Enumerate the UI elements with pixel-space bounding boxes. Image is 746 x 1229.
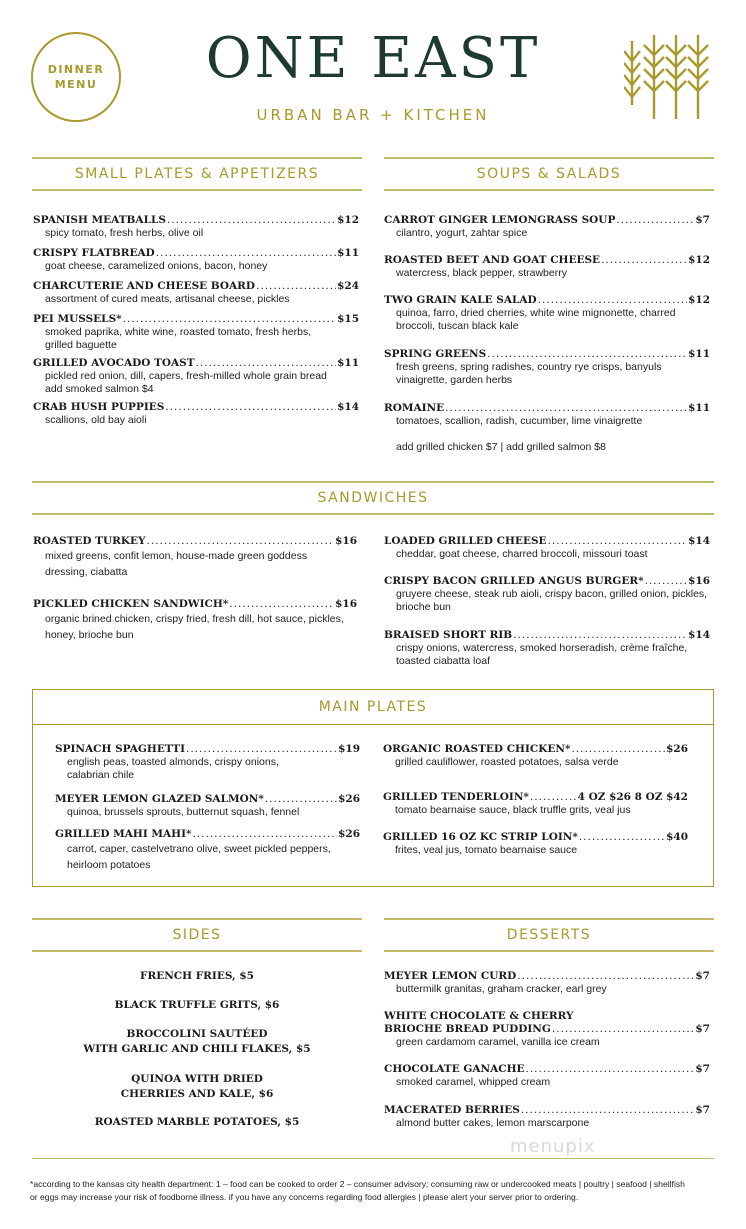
item-description: heirloom potatoes — [67, 859, 151, 871]
item-name: SPINACH SPAGHETTI — [55, 743, 185, 755]
menu-item — [55, 828, 360, 873]
side-item-line: QUINOA WITH DRIED — [131, 1073, 263, 1085]
section-main-plates: MAIN PLATES — [33, 690, 713, 725]
disclaimer-line-1: *according to the kansas city health department: 1 – food can be cooked to order 2 – consumer advisory: consuming raw or undercooked meats | poultry | seafood | shellfish — [30, 1179, 685, 1189]
item-description: pickled red onion, dill, capers, fresh-milled whole grain bread — [45, 370, 327, 382]
menu-item — [384, 970, 710, 996]
menu-item — [383, 743, 688, 769]
menu-item — [33, 598, 357, 643]
item-description: quinoa, farro, dried cherries, white wine mignonette, charred — [396, 307, 676, 319]
item-description: cheddar, goat cheese, charred broccoli, missouri toast — [396, 548, 648, 560]
item-description: calabrian chile — [67, 769, 135, 781]
item-price: $16 — [335, 598, 357, 610]
item-price: $11 — [688, 348, 710, 360]
menu-item — [384, 254, 710, 280]
side-item-line: BROCCOLINI SAUTÉED — [126, 1028, 268, 1040]
badge-line-1: DINNER — [47, 63, 105, 76]
item-description: grilled baguette — [45, 339, 117, 351]
item-price: $11 — [688, 402, 710, 414]
side-item: FRENCH FRIES, $5 — [140, 970, 254, 982]
item-description: buttermilk granitas, graham cracker, earl grey — [396, 983, 607, 995]
item-price: $12 — [337, 214, 359, 226]
salad-addon-note: add grilled chicken $7 | add grilled salmon $8 — [396, 441, 606, 453]
menu-item — [384, 294, 710, 333]
item-description: gruyere cheese, steak rub aioli, crispy bacon, grilled onion, pickles, — [396, 588, 708, 600]
item-price: $14 — [688, 535, 710, 547]
section-desserts: DESSERTS — [384, 918, 714, 952]
item-description: smoked caramel, whipped cream — [396, 1076, 551, 1088]
menu-item — [33, 313, 359, 352]
menu-item — [384, 214, 710, 240]
menu-item — [55, 743, 360, 782]
item-description: watercress, black pepper, strawberry — [396, 267, 567, 279]
item-name: GRILLED AVOCADO TOAST — [33, 357, 195, 369]
side-item-line: WITH GARLIC AND CHILI FLAKES, $5 — [83, 1043, 311, 1055]
item-price: $26 — [338, 793, 360, 805]
item-description: spicy tomato, fresh herbs, olive oil — [45, 227, 204, 239]
item-description: add smoked salmon $4 — [45, 383, 154, 395]
item-name: CRISPY BACON GRILLED ANGUS BURGER* — [384, 575, 644, 587]
item-description: honey, brioche bun — [45, 629, 134, 641]
item-name: CRAB HUSH PUPPIES — [33, 401, 165, 413]
item-name: ORGANIC ROASTED CHICKEN* — [383, 743, 571, 755]
menu-item — [55, 793, 360, 819]
item-name: BRIOCHE BREAD PUDDING — [384, 1023, 551, 1035]
health-disclaimer — [30, 1178, 720, 1204]
menu-item — [384, 629, 710, 668]
item-price: $24 — [337, 280, 359, 292]
item-price: $16 — [688, 575, 710, 587]
item-price: $7 — [695, 970, 710, 982]
side-item: ROASTED MARBLE POTATOES, $5 — [94, 1116, 300, 1128]
item-price: 4 OZ $26 8 OZ $42 — [577, 791, 688, 803]
item-price: $14 — [688, 629, 710, 641]
menu-item — [384, 1104, 710, 1130]
footer-divider — [32, 1158, 714, 1159]
item-description: mixed greens, confit lemon, house-made green goddess — [45, 550, 308, 562]
item-name: GRILLED MAHI MAHI* — [55, 828, 192, 840]
item-name: GRILLED 16 OZ KC STRIP LOIN* — [383, 831, 578, 843]
item-description: dressing, ciabatta — [45, 566, 128, 578]
menu-item — [384, 402, 710, 428]
item-description: broccoli, tuscan black kale — [396, 320, 519, 332]
badge-line-2: MENU — [54, 78, 98, 91]
item-name: GRILLED TENDERLOIN* — [383, 791, 529, 803]
item-description: frites, veal jus, tomato bearnaise sauce — [395, 844, 578, 856]
item-description: smoked paprika, white wine, roasted tomato, fresh herbs, — [45, 326, 312, 338]
item-description: crispy onions, watercress, smoked horseradish, crème fraîche, — [396, 642, 688, 654]
item-description: cilantro, yogurt, zahtar spice — [396, 227, 528, 239]
item-name: ROMAINE — [384, 402, 445, 414]
item-name: ROASTED BEET AND GOAT CHEESE — [384, 254, 601, 266]
menu-item — [33, 357, 359, 396]
item-price: $12 — [688, 254, 710, 266]
menu-item — [383, 791, 688, 817]
wheat-logo-icon — [624, 31, 716, 121]
item-name: WHITE CHOCOLATE & CHERRY — [384, 1010, 574, 1022]
item-description: quinoa, brussels sprouts, butternut squash, fennel — [67, 806, 300, 818]
item-price: $26 — [338, 828, 360, 840]
item-name: MACERATED BERRIES — [384, 1104, 520, 1116]
item-name: LOADED GRILLED CHEESE — [384, 535, 547, 547]
section-small-plates: SMALL PLATES & APPETIZERS — [32, 157, 362, 191]
item-description: tomato bearnaise sauce, black truffle grits, veal jus — [395, 804, 631, 816]
item-description: english peas, toasted almonds, crispy onions, — [67, 756, 279, 768]
restaurant-subtitle: URBAN BAR + KITCHEN — [256, 106, 490, 124]
section-sides: SIDES — [32, 918, 362, 952]
item-price: $26 — [666, 743, 688, 755]
item-description: grilled cauliflower, roasted potatoes, salsa verde — [395, 756, 619, 768]
watermark: menupix — [510, 1136, 596, 1157]
section-soups-salads: SOUPS & SALADS — [384, 157, 714, 191]
side-item — [32, 1027, 362, 1057]
item-description: tomatoes, scallion, radish, cucumber, lime vinaigrette — [396, 415, 643, 427]
item-name: MEYER LEMON GLAZED SALMON* — [55, 793, 264, 805]
item-name: CARROT GINGER LEMONGRASS SOUP — [384, 214, 616, 226]
item-price: $7 — [695, 1023, 710, 1035]
item-description: fresh greens, spring radishes, country rye crisps, banyuls — [396, 361, 662, 373]
item-description: almond butter cakes, lemon marscarpone — [396, 1117, 590, 1129]
item-description: goat cheese, caramelized onions, bacon, honey — [45, 260, 268, 272]
item-name: MEYER LEMON CURD — [384, 970, 517, 982]
item-name: CHOCOLATE GANACHE — [384, 1063, 525, 1075]
item-price: $7 — [695, 1063, 710, 1075]
side-item: BLACK TRUFFLE GRITS, $6 — [114, 999, 280, 1011]
menu-item — [384, 348, 710, 387]
item-name: SPRING GREENS — [384, 348, 487, 360]
section-sandwiches: SANDWICHES — [32, 481, 714, 515]
item-description: vinaigrette, garden herbs — [396, 374, 513, 386]
item-description: carrot, caper, castelvetrano olive, sweet pickled peppers, — [67, 843, 331, 855]
menu-item — [383, 831, 688, 857]
menu-item — [384, 1063, 710, 1089]
menu-item — [33, 535, 357, 580]
item-price: $15 — [337, 313, 359, 325]
menu-item — [33, 214, 359, 240]
item-name: PICKLED CHICKEN SANDWICH* — [33, 598, 229, 610]
item-price: $40 — [666, 831, 688, 843]
side-item-line: CHERRIES AND KALE, $6 — [120, 1088, 274, 1100]
item-name: ROASTED TURKEY — [33, 535, 146, 547]
item-price: $7 — [695, 1104, 710, 1116]
restaurant-title: ONE EAST — [205, 26, 541, 91]
item-name: CRISPY FLATBREAD — [33, 247, 155, 259]
item-price: $16 — [335, 535, 357, 547]
item-description: green cardamom caramel, vanilla ice cream — [396, 1036, 600, 1048]
menu-item — [384, 1010, 710, 1049]
item-description: organic brined chicken, crispy fried, fresh dill, hot sauce, pickles, — [45, 613, 344, 625]
menu-item — [33, 401, 359, 427]
item-price: $11 — [337, 357, 359, 369]
menu-item — [384, 575, 710, 614]
menu-item — [33, 280, 359, 306]
item-price: $11 — [337, 247, 359, 259]
menu-item — [384, 535, 710, 561]
item-price: $14 — [337, 401, 359, 413]
item-name: PEI MUSSELS* — [33, 313, 122, 325]
item-name: SPANISH MEATBALLS — [33, 214, 166, 226]
item-description: assortment of cured meats, artisanal cheese, pickles — [45, 293, 290, 305]
item-name: TWO GRAIN KALE SALAD — [384, 294, 537, 306]
item-price: $12 — [688, 294, 710, 306]
item-price: $19 — [338, 743, 360, 755]
item-price: $7 — [695, 214, 710, 226]
item-name: CHARCUTERIE AND CHEESE BOARD — [33, 280, 256, 292]
menu-item — [33, 247, 359, 273]
item-description: toasted ciabatta loaf — [396, 655, 490, 667]
side-item — [32, 1072, 362, 1102]
item-description: scallions, old bay aioli — [45, 414, 147, 426]
item-name: BRAISED SHORT RIB — [384, 629, 513, 641]
item-description: brioche bun — [396, 601, 451, 613]
disclaimer-line-2: or eggs may increase your risk of foodborne illness. if you have any concerns regarding food allergies | please alert your server prior to ordering. — [30, 1192, 579, 1202]
